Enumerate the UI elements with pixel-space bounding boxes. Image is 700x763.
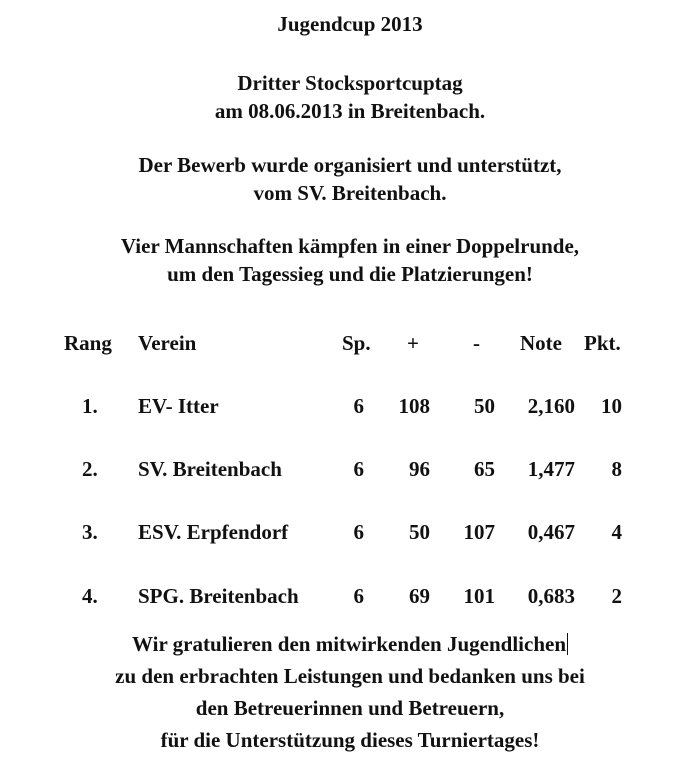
cell-rang: 1. <box>82 394 98 418</box>
cell-sp: 6 <box>353 394 364 418</box>
cell-pkt: 4 <box>611 520 622 544</box>
intro-paragraph-format <box>0 232 700 288</box>
intro-line: Der Bewerb wurde organisiert und unterstützt, <box>138 153 562 177</box>
closing-line: Wir gratulieren den mitwirkenden Jugendlichen <box>131 632 567 656</box>
closing-line: für die Unterstützung dieses Turniertages! <box>160 728 540 752</box>
cell-note: 1,477 <box>527 457 575 481</box>
cell-verein: ESV. Erpfendorf <box>138 520 289 544</box>
intro-paragraph-event <box>0 69 700 125</box>
cell-note: 0,683 <box>527 584 575 608</box>
cell-sp: 6 <box>353 584 364 608</box>
intro-line: Dritter Stocksportcuptag <box>237 71 463 95</box>
cell-plus: 50 <box>409 520 430 544</box>
document-title: Jugendcup 2013 <box>277 12 423 36</box>
cell-verein: SPG. Breitenbach <box>138 584 299 608</box>
cell-sp: 6 <box>353 457 364 481</box>
intro-line: Vier Mannschaften kämpfen in einer Doppelrunde, <box>120 234 580 258</box>
cell-plus: 96 <box>409 457 430 481</box>
text-cursor <box>567 633 568 655</box>
closing-line: zu den erbrachten Leistungen und bedanken uns bei <box>115 664 585 688</box>
cell-pkt: 8 <box>611 457 622 481</box>
cell-minus: 50 <box>474 394 495 418</box>
cell-rang: 2. <box>82 457 98 481</box>
cell-rang: 3. <box>82 520 98 544</box>
intro-line: vom SV. Breitenbach. <box>253 181 447 205</box>
cell-sp: 6 <box>353 520 364 544</box>
cell-verein: EV- Itter <box>138 394 219 418</box>
cell-plus: 108 <box>398 394 430 418</box>
intro-line: am 08.06.2013 in Breitenbach. <box>214 99 486 123</box>
header-sp: Sp. <box>342 331 371 355</box>
cell-minus: 65 <box>474 457 495 481</box>
closing-line: den Betreuerinnen und Betreuern, <box>195 696 505 720</box>
header-plus: + <box>407 331 419 355</box>
cell-note: 0,467 <box>527 520 575 544</box>
cell-verein: SV. Breitenbach <box>138 457 282 481</box>
intro-paragraph-organizer <box>0 151 700 207</box>
intro-line: um den Tagessieg und die Platzierungen! <box>167 262 533 286</box>
cell-minus: 101 <box>463 584 495 608</box>
closing-paragraph <box>0 628 700 756</box>
cell-plus: 69 <box>409 584 430 608</box>
header-note: Note <box>520 331 562 355</box>
header-pkt: Pkt. <box>584 331 621 355</box>
cell-note: 2,160 <box>527 394 575 418</box>
cell-rang: 4. <box>82 584 98 608</box>
cell-pkt: 2 <box>611 584 622 608</box>
cell-pkt: 10 <box>601 394 622 418</box>
header-minus: - <box>473 331 480 355</box>
header-verein: Verein <box>138 331 197 355</box>
cell-minus: 107 <box>463 520 495 544</box>
header-rang: Rang <box>64 331 112 355</box>
